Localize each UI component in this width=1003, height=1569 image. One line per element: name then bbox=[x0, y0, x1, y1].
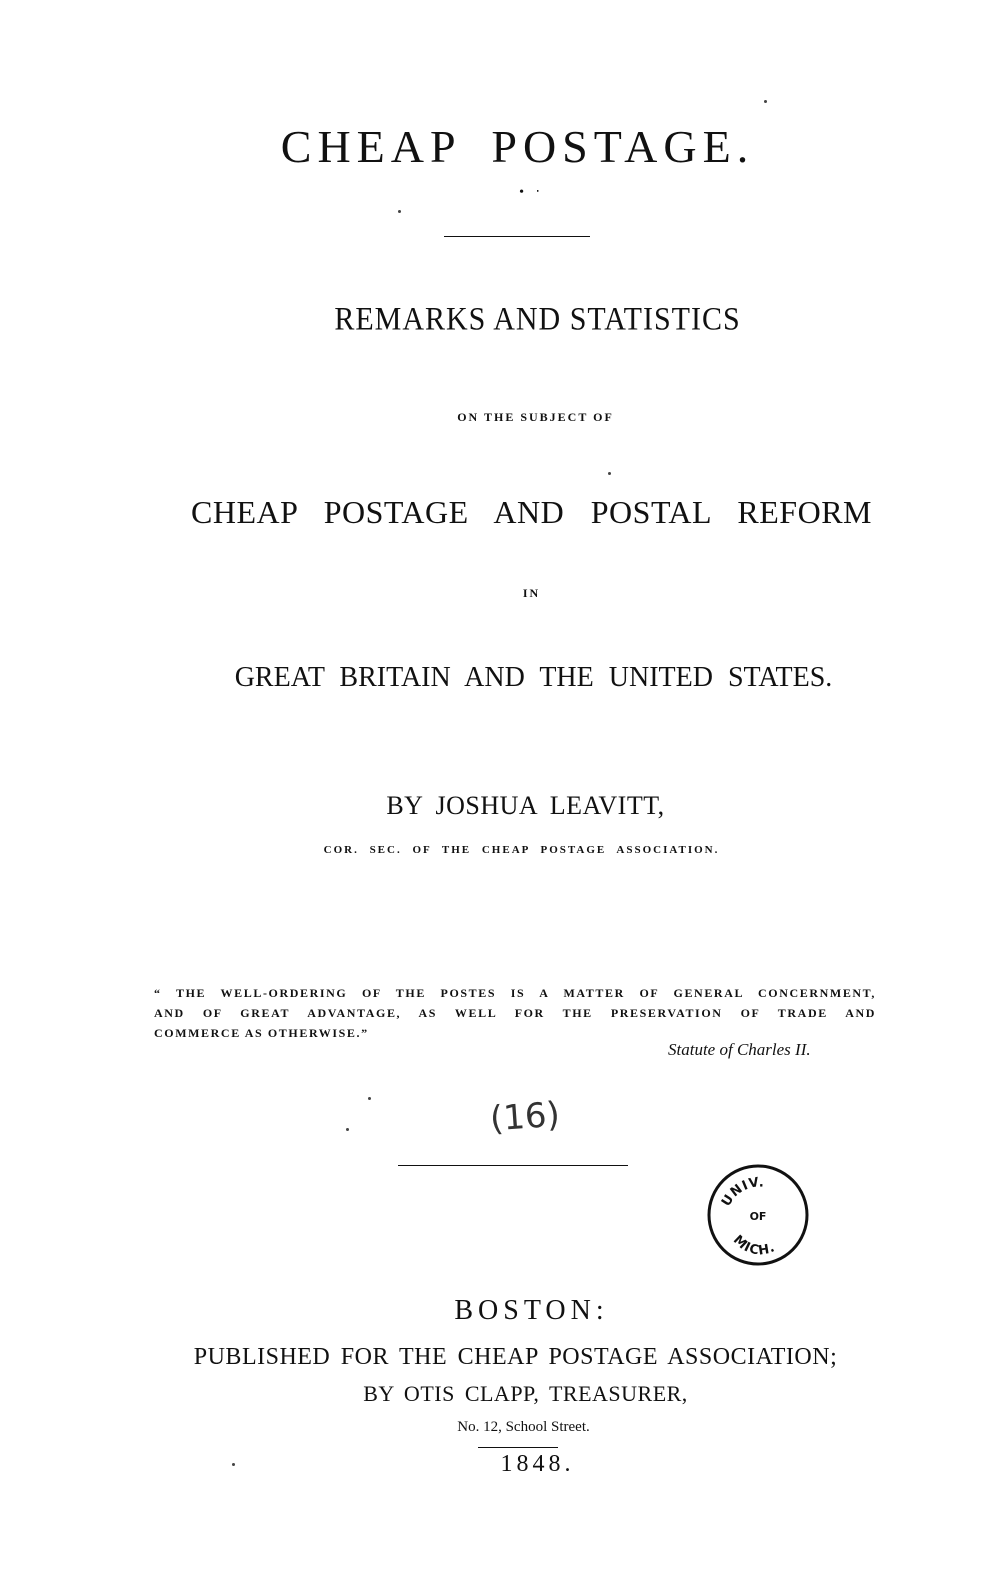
paper-speck bbox=[764, 100, 767, 103]
imprint-publisher: PUBLISHED FOR THE CHEAP POSTAGE ASSOCIATION; bbox=[193, 1344, 838, 1370]
paper-speck bbox=[608, 472, 611, 475]
author-byline: BY JOSHUA LEAVITT, bbox=[386, 791, 665, 820]
quote-line-3: COMMERCE AS OTHERWISE.” bbox=[154, 1026, 369, 1040]
handwritten-mark: (16) bbox=[488, 1094, 562, 1140]
subtitle: REMARKS AND STATISTICS bbox=[334, 301, 741, 338]
title-divider bbox=[444, 236, 590, 237]
book-title: CHEAP POSTAGE. bbox=[280, 121, 755, 172]
in-text: IN bbox=[522, 586, 541, 600]
imprint-year: 1848. bbox=[500, 1451, 575, 1477]
subject-heading: CHEAP POSTAGE AND POSTAL REFORM bbox=[191, 494, 872, 530]
paper-speck bbox=[232, 1463, 235, 1466]
on-subject-text: ON THE SUBJECT OF bbox=[457, 410, 614, 424]
quote-line-2: AND OF GREAT ADVANTAGE, AS WELL FOR THE PRESERVATION OF TRADE AND bbox=[154, 1006, 876, 1020]
paper-speck bbox=[346, 1128, 349, 1131]
year-overline bbox=[478, 1447, 558, 1448]
title-ornament: • ‧ bbox=[519, 185, 544, 200]
imprint-address: No. 12, School Street. bbox=[457, 1419, 590, 1435]
epigraph-quote bbox=[154, 983, 876, 1043]
imprint-place: BOSTON: bbox=[454, 1295, 609, 1326]
paper-speck bbox=[368, 1097, 371, 1100]
stamp-top-text: UNIV. bbox=[718, 1175, 766, 1210]
quote-line-1: “ THE WELL-ORDERING OF THE POSTES IS A MATTER OF GENERAL CONCERNMENT, bbox=[154, 986, 876, 1000]
imprint-printer: BY OTIS CLAPP, TREASURER, bbox=[363, 1381, 688, 1406]
epigraph-attribution: Statute of Charles II. bbox=[668, 1040, 811, 1059]
stamp-middle-text: OF bbox=[749, 1210, 767, 1223]
imprint-divider bbox=[398, 1165, 628, 1166]
library-stamp-icon bbox=[706, 1163, 810, 1267]
paper-speck bbox=[398, 210, 401, 213]
countries-heading: GREAT BRITAIN AND THE UNITED STATES. bbox=[234, 662, 833, 693]
author-role: COR. SEC. OF THE CHEAP POSTAGE ASSOCIATION. bbox=[323, 844, 720, 856]
stamp-bottom-text: MICH. bbox=[729, 1232, 778, 1259]
